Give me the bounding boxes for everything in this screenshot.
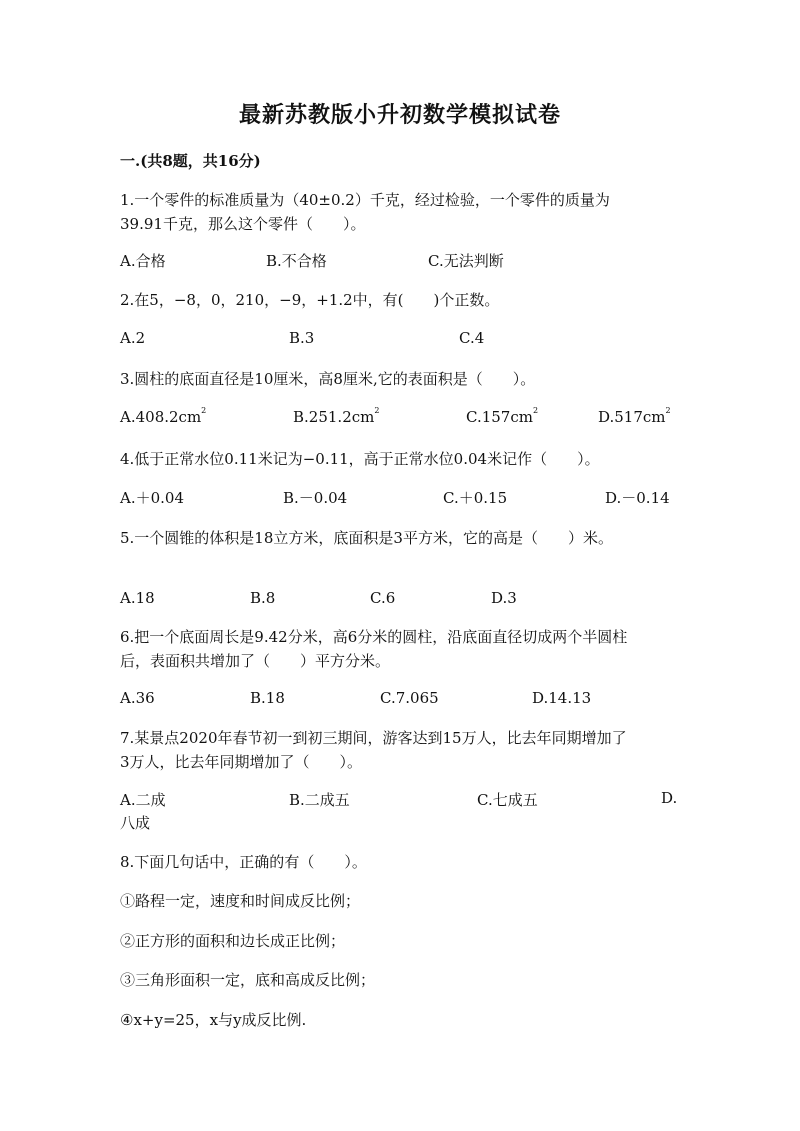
question-2-text: 2.在5，−8，0，210，−9，+1.2中，有( )个正数。 [120,291,500,309]
question-7-option-a: A.二成 [120,791,166,809]
question-1-text-line2: 39.91千克，那么这个零件（ ）。 [120,215,366,233]
question-8-statement-1: ①路程一定，速度和时间成反比例； [120,892,361,910]
question-5-option-d: D.3 [491,589,517,607]
question-6-option-b: B.18 [250,689,285,707]
question-8-statement-2: ②正方形的面积和边长成正比例； [120,932,346,950]
question-7-option-b: B.二成五 [289,791,350,809]
question-1-option-c: C.无法判断 [428,252,504,270]
question-2-option-a: A.2 [120,329,146,347]
question-7-text-line1: 7.某景点2020年春节初一到初三期间，游客达到15万人，比去年同期增加了 [120,729,627,747]
question-2-option-b: B.3 [289,329,315,347]
question-3-text: 3.圆柱的底面直径是10厘米，高8厘米,它的表面积是（ ）。 [120,370,536,388]
question-7-option-c: C.七成五 [477,791,538,809]
question-4-option-c: C.＋0.15 [443,489,508,507]
question-5-text: 5.一个圆锥的体积是18立方米，底面积是3平方米，它的高是（ ）米。 [120,529,613,547]
question-7-text-line2: 3万人，比去年同期增加了（ ）。 [120,753,363,771]
section-heading: 一.(共8题，共16分) [120,152,261,170]
question-6-text-line1: 6.把一个底面周长是9.42分米，高6分米的圆柱，沿底面直径切成两个半圆柱 [120,628,628,646]
question-1-text-line1: 1.一个零件的标准质量为（40±0.2）千克，经过检验，一个零件的质量为 [120,191,610,209]
question-4-option-d: D.－0.14 [605,489,670,507]
question-5-option-b: B.8 [250,589,276,607]
question-8-statement-4: ④x+y=25，x与y成反比例. [120,1011,307,1029]
question-8-text: 8.下面几句话中，正确的有（ ）。 [120,853,367,871]
question-3-option-b: $B.251.2cm^2$ [293,406,380,426]
question-7-option-d: D. [661,789,678,807]
page-title: 最新苏教版小升初数学模拟试卷 [238,102,561,128]
question-3-option-d: $D.517cm^2$ [598,406,671,426]
question-3-option-c: $C.157cm^2$ [466,406,539,426]
question-6-option-d: D.14.13 [532,689,592,707]
question-5-option-a: A.18 [120,589,155,607]
question-3-option-a: $A.408.2cm^2$ [120,406,207,426]
question-1-option-a: A.合格 [120,252,166,270]
question-5-option-c: C.6 [370,589,396,607]
question-1-option-b: B.不合格 [266,252,327,270]
question-8-statement-3: ③三角形面积一定，底和高成反比例； [120,971,376,989]
question-6-text-line2: 后，表面积共增加了（ ）平方分米。 [120,652,391,670]
question-6-option-c: C.7.065 [380,689,439,707]
question-4-option-a: A.＋0.04 [120,489,184,507]
question-6-option-a: A.36 [120,689,155,707]
question-4-option-b: B.－0.04 [283,489,348,507]
question-7-option-d-continued: 八成 [120,814,151,832]
question-2-option-c: C.4 [459,329,485,347]
question-4-text: 4.低于正常水位0.11米记为−0.11，高于正常水位0.04米记作（ ）。 [120,450,600,468]
